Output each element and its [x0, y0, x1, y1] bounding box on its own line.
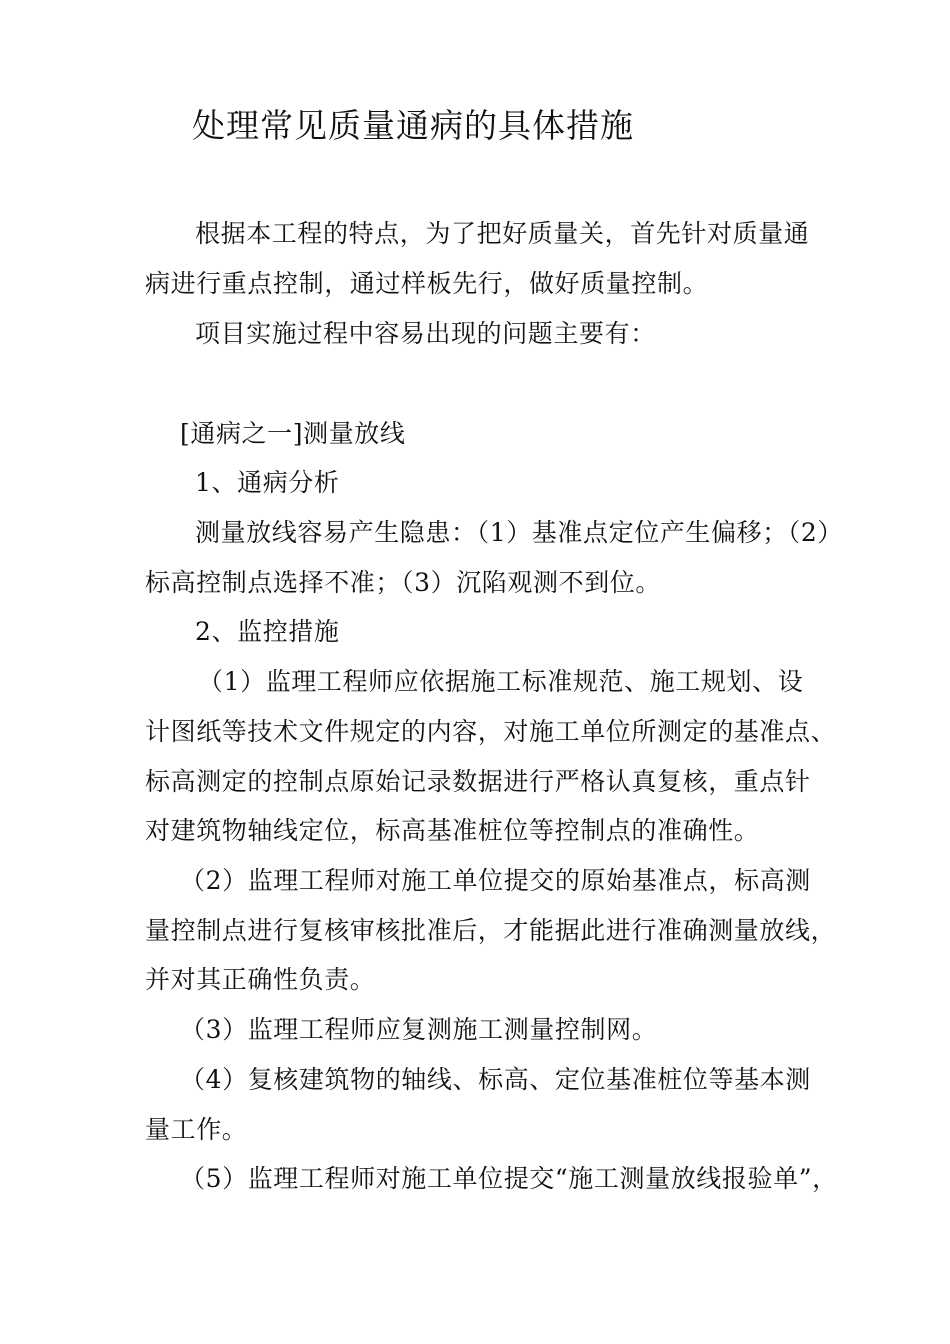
paragraph-line: 计图纸等技术文件规定的内容，对施工单位所测定的基准点、: [145, 717, 837, 746]
paragraph-line: 标高测定的控制点原始记录数据进行严格认真复核，重点针: [145, 767, 811, 796]
paragraph-line: （5）监理工程师对施工单位提交“施工测量放线报验单”，: [180, 1164, 838, 1193]
paragraph-line: 量工作。: [145, 1115, 248, 1144]
subsection-heading: 2、监控措施: [195, 617, 340, 646]
paragraph-line: 量控制点进行复核审核批准后，才能据此进行准确测量放线，: [145, 916, 837, 945]
paragraph-line: （3）监理工程师应复测施工测量控制网。: [180, 1015, 658, 1044]
paragraph-line: 并对其正确性负责。: [145, 965, 376, 994]
paragraph-line: 根据本工程的特点，为了把好质量关，首先针对质量通: [195, 219, 810, 248]
paragraph-line: 标高控制点选择不准；（3）沉陷观测不到位。: [145, 568, 662, 597]
paragraph-line: 病进行重点控制，通过样板先行，做好质量控制。: [145, 269, 709, 298]
paragraph-line: 项目实施过程中容易出现的问题主要有：: [195, 319, 656, 348]
section-heading: [通病之一]测量放线: [180, 419, 406, 448]
paragraph-line: （1）监理工程师应依据施工标准规范、施工规划、设: [198, 667, 804, 696]
paragraph-line: （4）复核建筑物的轴线、标高、定位基准桩位等基本测: [180, 1065, 811, 1094]
subsection-heading: 1、通病分析: [195, 468, 340, 497]
paragraph-line: 对建筑物轴线定位，标高基准桩位等控制点的准确性。: [145, 816, 760, 845]
document-title: 处理常见质量通病的具体措施: [192, 106, 634, 145]
paragraph-line: （2）监理工程师对施工单位提交的原始基准点，标高测: [180, 866, 811, 895]
paragraph-line: 测量放线容易产生隐患：（1）基准点定位产生偏移；（2）: [195, 518, 844, 547]
